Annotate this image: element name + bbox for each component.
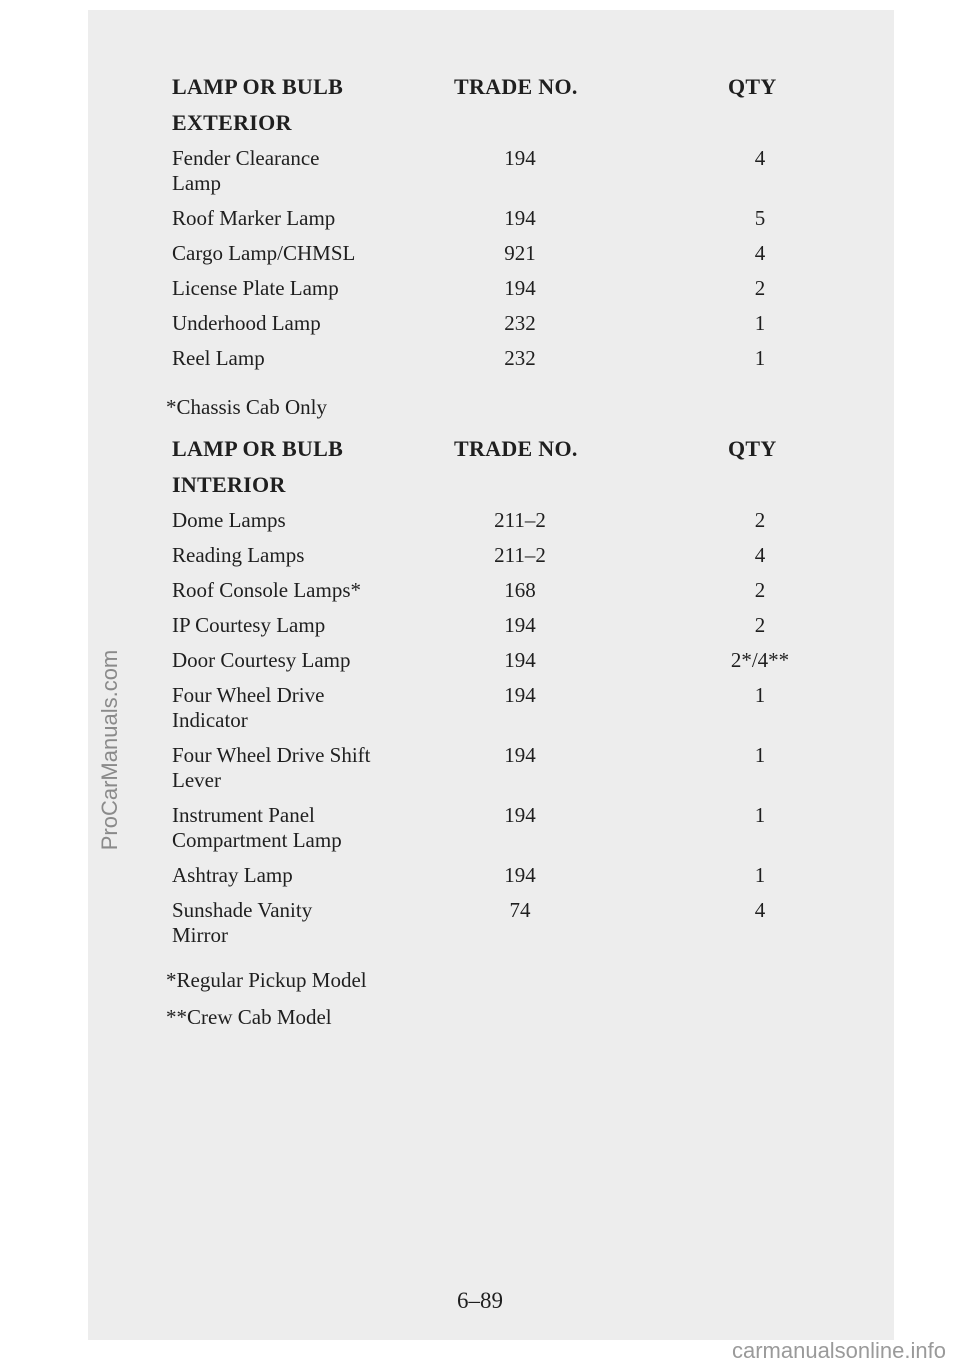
table-row	[0, 803, 960, 852]
table-row	[0, 206, 960, 236]
lamp-name: Instrument Panel Compartment Lamp	[172, 803, 342, 852]
trade-number: 194	[504, 803, 536, 827]
lamp-name: Roof Marker Lamp	[172, 206, 336, 230]
quantity: 1	[754, 346, 766, 370]
trade-number: 232	[504, 346, 536, 370]
lamp-name: Reading Lamps	[172, 543, 305, 567]
trade-number: 194	[504, 863, 536, 887]
interior-header-qty: QTY	[728, 436, 777, 461]
lamp-name: Cargo Lamp/CHMSL	[172, 241, 356, 265]
trade-number: 211–2	[494, 543, 546, 567]
table-row	[0, 613, 960, 643]
table-row	[0, 863, 960, 893]
exterior-footnote: *Chassis Cab Only	[166, 395, 328, 419]
table-row	[0, 898, 960, 947]
interior-footnote-crew: **Crew Cab Model	[166, 1005, 332, 1029]
quantity: 2	[754, 276, 766, 300]
trade-number: 74	[509, 898, 531, 922]
trade-number: 194	[504, 146, 536, 170]
trade-number: 194	[504, 683, 536, 707]
quantity: 2	[754, 613, 766, 637]
table-row	[0, 578, 960, 608]
quantity: 2*/4**	[730, 648, 790, 672]
interior-header-trade: TRADE NO.	[454, 436, 578, 461]
table-row	[0, 346, 960, 376]
bottom-watermark: carmanualsonline.info	[731, 1338, 946, 1363]
lamp-name: Underhood Lamp	[172, 311, 321, 335]
trade-number: 232	[504, 311, 536, 335]
table-row	[0, 311, 960, 341]
table-row	[0, 276, 960, 306]
interior-header-lamp: LAMP OR BULB	[172, 436, 344, 461]
lamp-name: Roof Console Lamps*	[172, 578, 361, 602]
trade-number: 194	[504, 613, 536, 637]
lamp-name: License Plate Lamp	[172, 276, 339, 300]
lamp-name: Dome Lamps	[172, 508, 286, 532]
lamp-name: Four Wheel Drive Indicator	[172, 683, 325, 732]
quantity: 4	[754, 241, 766, 265]
table-row	[0, 508, 960, 538]
lamp-name: Four Wheel Drive Shift Lever	[172, 743, 371, 792]
quantity: 5	[754, 206, 766, 230]
trade-number: 921	[504, 241, 536, 265]
lamp-name: IP Courtesy Lamp	[172, 613, 326, 637]
lamp-name: Reel Lamp	[172, 346, 265, 370]
table-row	[0, 743, 960, 792]
interior-section-title: INTERIOR	[172, 472, 286, 497]
side-watermark: ProCarManuals.com	[97, 649, 122, 851]
table-row	[0, 543, 960, 573]
lamp-name: Door Courtesy Lamp	[172, 648, 351, 672]
trade-number: 194	[504, 743, 536, 767]
page-number: 6–89	[457, 1288, 503, 1313]
quantity: 4	[754, 543, 766, 567]
exterior-header-lamp: LAMP OR BULB	[172, 74, 344, 99]
exterior-header-qty: QTY	[728, 74, 777, 99]
lamp-name: Sunshade Vanity Mirror	[172, 898, 313, 947]
table-row	[0, 683, 960, 732]
table-row	[0, 648, 960, 678]
quantity: 1	[754, 863, 766, 887]
quantity: 1	[754, 743, 766, 767]
quantity: 1	[754, 683, 766, 707]
quantity: 2	[754, 508, 766, 532]
quantity: 1	[754, 311, 766, 335]
trade-number: 194	[504, 276, 536, 300]
quantity: 4	[754, 898, 766, 922]
quantity: 4	[754, 146, 766, 170]
interior-footnote-regular: *Regular Pickup Model	[166, 968, 367, 992]
quantity: 2	[754, 578, 766, 602]
lamp-name: Ashtray Lamp	[172, 863, 293, 887]
trade-number: 211–2	[494, 508, 546, 532]
trade-number: 168	[504, 578, 536, 602]
trade-number: 194	[504, 648, 536, 672]
trade-number: 194	[504, 206, 536, 230]
lamp-name: Fender Clearance Lamp	[172, 146, 320, 195]
table-row	[0, 146, 960, 195]
table-row	[0, 241, 960, 271]
exterior-header-trade: TRADE NO.	[454, 74, 578, 99]
exterior-section-title: EXTERIOR	[172, 110, 292, 135]
quantity: 1	[754, 803, 766, 827]
